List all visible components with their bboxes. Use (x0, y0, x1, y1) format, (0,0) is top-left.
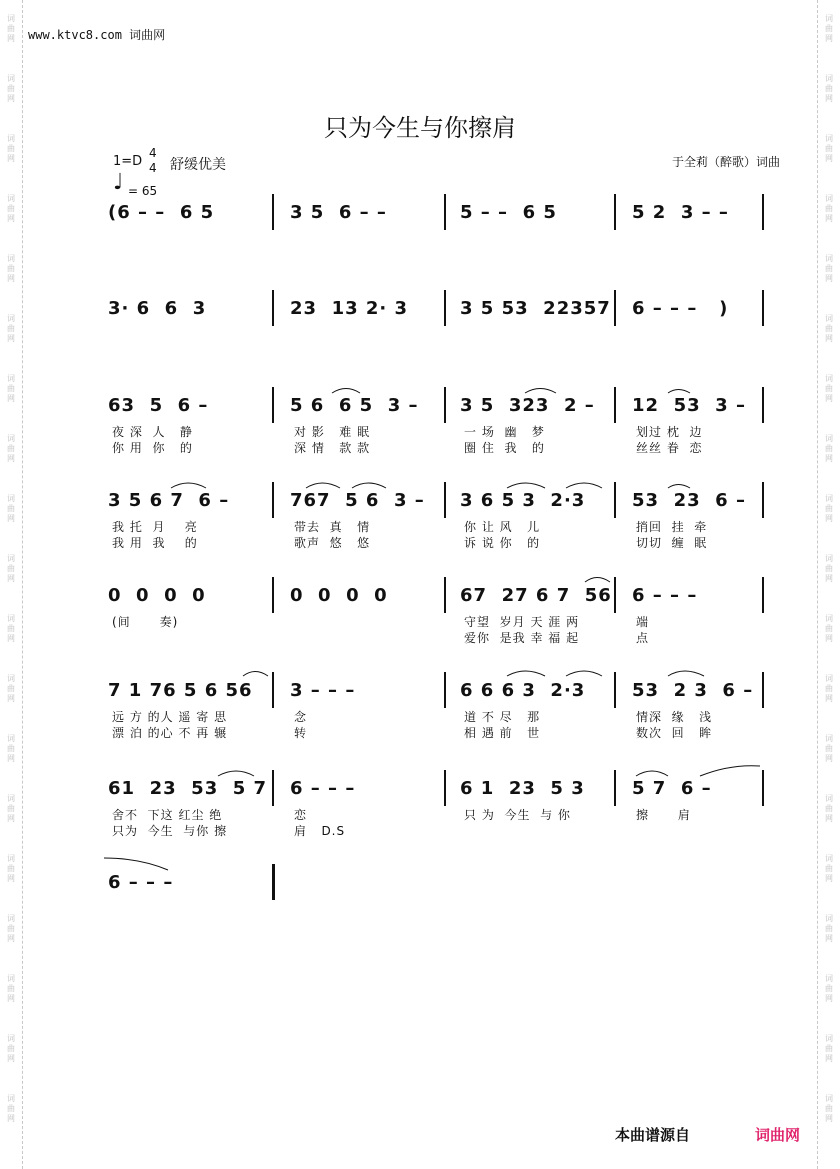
measure-notes: 6 – – – (108, 872, 174, 893)
slur (668, 671, 704, 676)
watermark-text: 词 曲 网 (825, 974, 833, 1003)
lyric-line-1: 擦 肩 (636, 808, 691, 822)
lyric-line-2: 漂 泊 的心 不 再 辗 (112, 726, 228, 740)
measure-notes: 3 5 6 7 6 – (108, 490, 230, 511)
lyric-line-1: 我 托 月 亮 (112, 520, 198, 534)
lyric-line-2: 肩 D.S (294, 824, 346, 838)
watermark-text: 词 曲 网 (7, 974, 15, 1003)
slur (636, 771, 668, 776)
footer-source-label: 本曲谱源自 (614, 1126, 690, 1144)
watermark-text: 词 曲 网 (7, 254, 15, 283)
watermark-text: 词 曲 网 (825, 614, 833, 643)
lyric-line-2: 你 用 你 的 (112, 441, 193, 455)
watermark-text: 词 曲 网 (7, 554, 15, 583)
lyric-line-2: 圈 住 我 的 (464, 441, 545, 455)
watermark-text: 词 曲 网 (7, 434, 15, 463)
measure-notes: 12 53 3 – (632, 395, 746, 416)
lyric-line-1: 只 为 今生 与 你 (464, 808, 571, 822)
lyric-line-2: 转 (294, 726, 308, 740)
lyric-line-2: 切切 缠 眠 (636, 536, 708, 550)
slur (566, 483, 602, 488)
quarter-note-icon: ♩ (113, 170, 124, 195)
lyric-line-1: 情深 缘 浅 (636, 710, 713, 724)
watermark-text: 词 曲 网 (825, 374, 833, 403)
watermark-text: 词 曲 网 (7, 614, 15, 643)
slur (668, 485, 690, 489)
watermark-text: 词 曲 网 (825, 14, 833, 43)
footer-brand-link[interactable]: 词曲网 (754, 1126, 800, 1144)
lyric-line-1: 远 方 的人 遥 寄 思 (112, 710, 228, 724)
slur (507, 671, 545, 676)
slur (243, 672, 268, 677)
measure-notes: 0 0 0 0 (290, 585, 388, 606)
watermark-text: 词 曲 网 (7, 1094, 15, 1123)
watermark-text: 词 曲 网 (825, 674, 833, 703)
watermark-text: 词 曲 网 (825, 794, 833, 823)
watermark-text: 词 曲 网 (7, 914, 15, 943)
lyric-line-2: 数次 回 眸 (636, 726, 713, 740)
slur (566, 671, 602, 676)
time-signature-top: 4 (149, 146, 157, 160)
slur (352, 483, 386, 488)
measure-notes: 3 5 323 2 – (460, 395, 595, 416)
watermark-text: 词 曲 网 (825, 494, 833, 523)
tempo-marking: 舒缓优美 (170, 157, 226, 173)
lyric-line-1: 念 (294, 710, 308, 724)
bpm-prefix: = (128, 184, 142, 198)
slur (507, 483, 545, 488)
measure-notes: 53 2 3 6 – (632, 680, 754, 701)
lyric-line-2: 歌声 悠 悠 (294, 536, 371, 550)
lyric-line-1: 带去 真 情 (294, 520, 371, 534)
lyric-line-1: 划过 枕 边 (636, 425, 703, 439)
measure-notes: 6 – – – (290, 778, 356, 799)
measure-notes: 3 – – – (290, 680, 356, 701)
measure-notes: 0 0 0 0 (108, 585, 206, 606)
measure-notes: 67 27 6 7 56 (460, 585, 612, 606)
song-title: 只为今生与你擦肩 (324, 114, 516, 142)
lyric-line-2: 丝丝 眷 恋 (636, 441, 703, 455)
watermark-text: 词 曲 网 (7, 854, 15, 883)
measure-notes: 5 6 6 5 3 – (290, 395, 419, 416)
watermark-text: 词 曲 网 (825, 1034, 833, 1063)
measure-notes: 63 5 6 – (108, 395, 209, 416)
measure-notes: 6 – – – ) (632, 298, 729, 319)
measure-notes: 3 5 6 – – (290, 202, 387, 223)
watermark-text: 词 曲 网 (7, 14, 15, 43)
time-signature-bottom: 4 (149, 161, 157, 175)
lyric-line-1: 你 让 风 儿 (464, 520, 541, 534)
watermark-text: 词 曲 网 (7, 794, 15, 823)
measure-notes: 6 – – – (632, 585, 698, 606)
lyric-line-1: 对 影 难 眠 (294, 425, 371, 439)
lyric-line-1: 捎回 挂 牵 (636, 520, 708, 534)
measure-notes: 6 6 6 3 2·3 (460, 680, 586, 701)
slur (332, 389, 360, 394)
lyric-line-2: 只为 今生 与你 擦 (112, 824, 228, 838)
watermark-text: 词 曲 网 (825, 314, 833, 343)
lyric-line-2: 深 情 款 款 (294, 441, 371, 455)
lyric-line-2: 爱你 是我 幸 福 起 (464, 631, 580, 645)
watermark-text: 词 曲 网 (825, 434, 833, 463)
watermark-text: 词 曲 网 (825, 74, 833, 103)
slur (306, 483, 340, 488)
bpm-value: 65 (141, 184, 158, 198)
watermark-text: 词 曲 网 (825, 1094, 833, 1123)
measure-notes: 61 23 53 5 7 (108, 778, 268, 799)
watermark-text: 词 曲 网 (7, 314, 15, 343)
watermark-text: 词 曲 网 (7, 734, 15, 763)
watermark-text: 词 曲 网 (825, 854, 833, 883)
watermark-text: 词 曲 网 (825, 134, 833, 163)
lyric-line-2: 诉 说 你 的 (464, 536, 541, 550)
watermark-text: 词 曲 网 (7, 374, 15, 403)
slur (171, 483, 206, 488)
measure-notes: 7 1 76 5 6 56 (108, 680, 253, 701)
watermark-text: 词 曲 网 (825, 914, 833, 943)
lyric-line-1: 端 (636, 615, 650, 629)
lyric-line-1: 恋 (294, 808, 308, 822)
slur (700, 766, 760, 776)
lyric-line-1: 道 不 尽 那 (464, 710, 541, 724)
watermark-text: 词 曲 网 (7, 194, 15, 223)
watermark-text: 词 曲 网 (825, 194, 833, 223)
key-signature: 1=D (113, 154, 143, 169)
slur (218, 771, 254, 776)
measure-notes: 3 6 5 3 2·3 (460, 490, 586, 511)
measure-notes: 5 7 6 – (632, 778, 712, 799)
composer-credit: 于全莉（醉歌）词曲 (671, 155, 780, 169)
measure-notes: 767 5 6 3 – (290, 490, 425, 511)
watermark-text: 词 曲 网 (7, 74, 15, 103)
measure-notes: 23 13 2· 3 (290, 298, 409, 319)
site-url[interactable]: www.ktvc8.com 词曲网 (28, 28, 166, 42)
watermark-text: 词 曲 网 (7, 1034, 15, 1063)
lyric-line-1: 夜 深 人 静 (112, 425, 193, 439)
lyric-line-1: (间 奏) (112, 615, 179, 629)
watermark-text: 词 曲 网 (7, 494, 15, 523)
watermark-text: 词 曲 网 (825, 734, 833, 763)
slur (668, 390, 690, 394)
watermark-text: 词 曲 网 (7, 134, 15, 163)
lyric-line-2: 我 用 我 的 (112, 536, 198, 550)
measure-notes: 6 1 23 5 3 (460, 778, 585, 799)
lyric-line-2: 点 (636, 631, 650, 645)
measure-notes: 5 2 3 – – (632, 202, 729, 223)
measure-notes: 5 – – 6 5 (460, 202, 557, 223)
lyric-line-1: 守望 岁月 天 涯 两 (464, 615, 580, 629)
lyric-line-2: 相 遇 前 世 (464, 726, 541, 740)
watermark-text: 词 曲 网 (7, 674, 15, 703)
measure-notes: 53 23 6 – (632, 490, 746, 511)
watermark-text: 词 曲 网 (825, 254, 833, 283)
slur (525, 389, 556, 394)
measure-notes: 3· 6 6 3 (108, 298, 207, 319)
slur (585, 578, 610, 583)
lyric-line-1: 舍不 下这 红尘 绝 (112, 808, 223, 822)
lyric-line-1: 一 场 幽 梦 (464, 425, 545, 439)
watermark-text: 词 曲 网 (825, 554, 833, 583)
measure-notes: (6 – – 6 5 (108, 202, 215, 223)
slur (104, 858, 168, 870)
measure-notes: 3 5 53 22357 (460, 298, 611, 319)
